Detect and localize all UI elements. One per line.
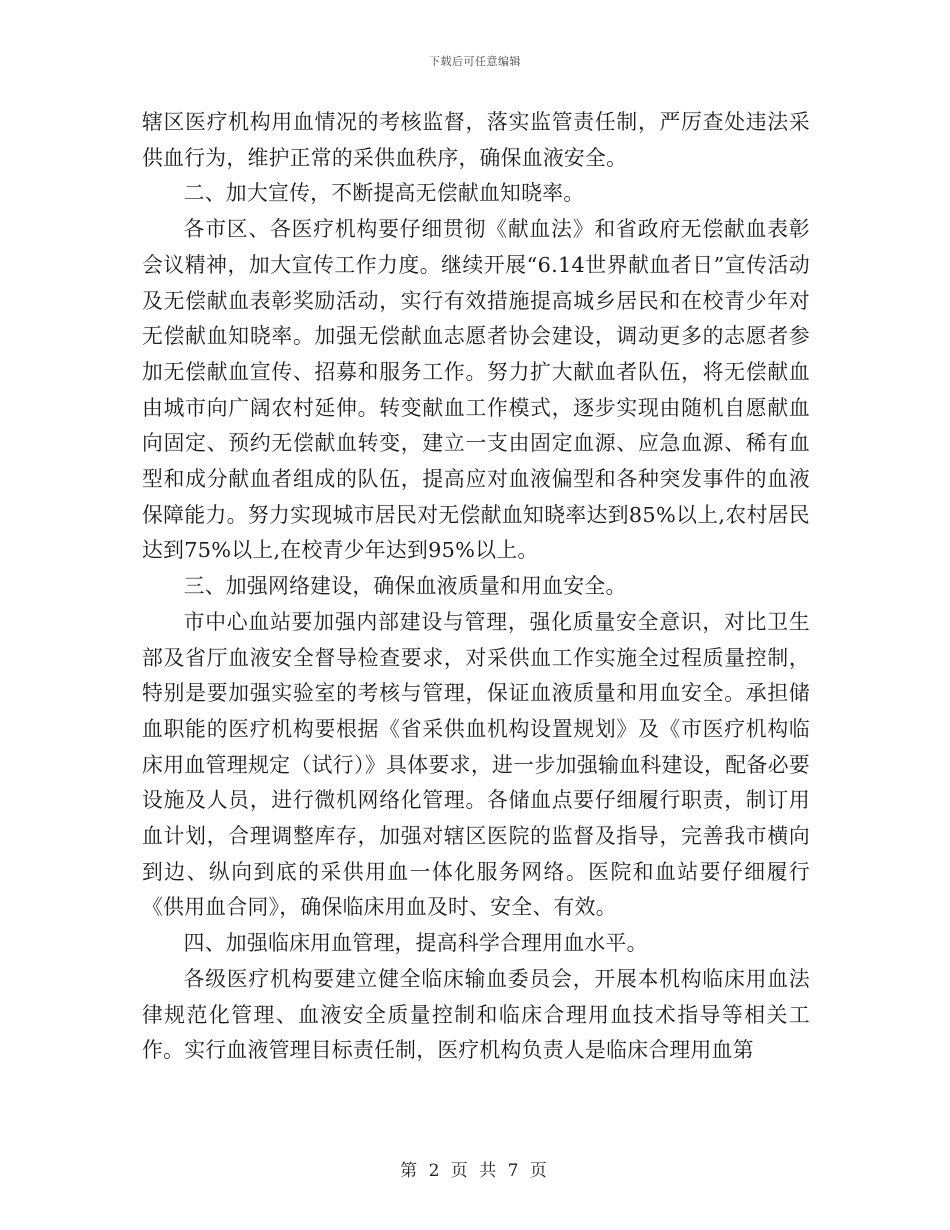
paragraph-publicity: 各市区、各医疗机构要仔细贯彻《献血法》和省政府无偿献血表彰会议精神，加大宣传工作力度。继续开展“6.14世界献血者日”宣传活动及无偿献血表彰奖励活动，实行有效措施提高城乡居民和在校青少年对无偿献血知晓率。加强无偿献血志愿者协会建设，调动更多的志愿者参加无偿献血宣传、招募和服务工作。努力扩大献血者队伍，将无偿献血由城市向广阔农村延伸。转变献血工作模式，逐步实现由随机自愿献血向固定、预约无偿献血转变，建立一支由固定血源、应急血源、稀有血型和成分献血者组成的队伍，提高应对血液偏型和各种突发事件的血液保障能力。努力实现城市居民对无偿献血知晓率达到85%以上,农村居民达到75%以上,在校青少年达到95%以上。 (142, 217, 810, 563)
page-header: 下载后可任意编辑 (429, 55, 521, 68)
section-heading-3: 三、加强网络建设，确保血液质量和用血安全。 (183, 574, 627, 599)
document-body (142, 105, 810, 1069)
paragraph-network: 市中心血站要加强内部建设与管理，强化质量安全意识，对比卫生部及省厅血液安全督导检查要求，对采供血工作实施全过程质量控制，特别是要加强实验室的考核与管理，保证血液质量和用血安全。承担储血职能的医疗机构要根据《省采供血机构设置规划》及《市医疗机构临床用血管理规定（试行）》具体要求，进一步加强输血科建设，配备必要设施及人员，进行微机网络化管理。各储血点要仔细履行职责，制订用血计划，合理调整库存，加强对辖区医院的监督及指导，完善我市横向到边、纵向到底的采供用血一体化服务网络。医院和血站要仔细履行《供用血合同》，确保临床用血及时、安全、有效。 (142, 609, 810, 920)
page-number: 第 2 页 共 7 页 (400, 1161, 550, 1181)
paragraph-continuation: 辖区医疗机构用血情况的考核监督，落实监管责任制，严厉查处违法采供血行为，维护正常的采供血秩序，确保血液安全。 (142, 110, 810, 170)
paragraph-clinical: 各级医疗机构要建立健全临床输血委员会，开展本机构临床用血法律规范化管理、血液安全质量控制和临床合理用血技术指导等相关工作。实行血液管理目标责任制，医疗机构负责人是临床合理用血第 (142, 966, 810, 1063)
section-heading-2: 二、加大宣传，不断提高无偿献血知晓率。 (183, 181, 585, 206)
section-heading-4: 四、加强临床用血管理，提高科学合理用血水平。 (183, 931, 648, 956)
